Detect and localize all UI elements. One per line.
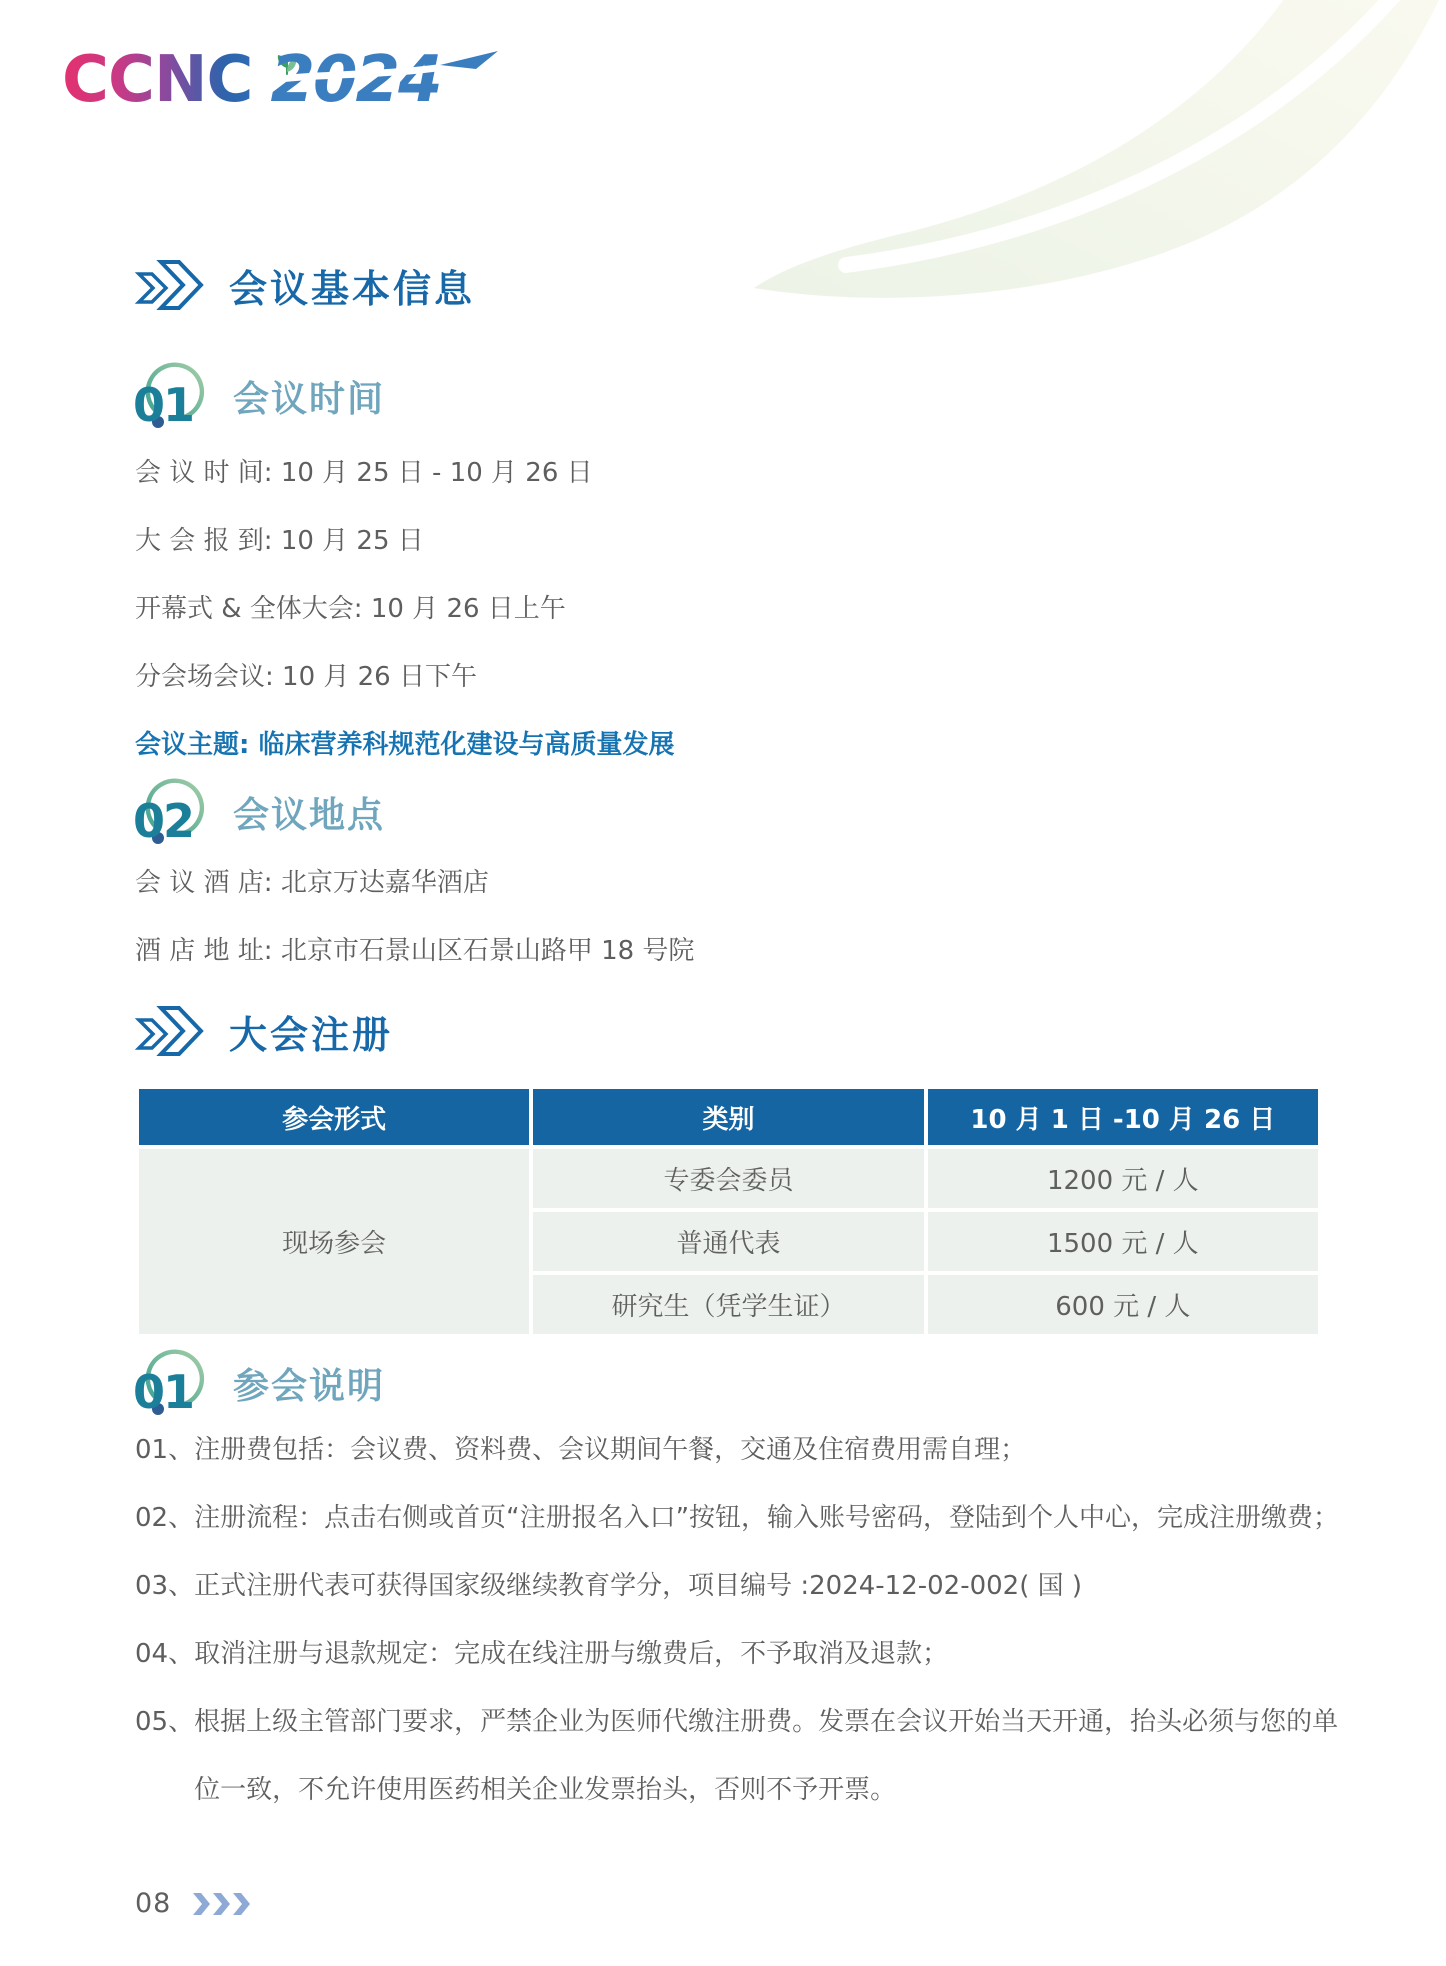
section-registration-header [131, 1002, 393, 1060]
attend-mode-cell: 现场参会 [137, 1147, 531, 1336]
double-chevron-icon [131, 258, 207, 312]
note-number: 02、 [135, 1503, 195, 1533]
note-text: 取消注册与退款规定：完成在线注册与缴费后，不予取消及退款； [194, 1639, 949, 1669]
number-badge-02 [133, 774, 211, 852]
subsection-title-venue: 会议地点 [233, 795, 386, 836]
address-line: 酒 店 地 址: 北京市石景山区石景山路甲 18 号院 [135, 935, 695, 966]
note-text: 正式注册代表可获得国家级继续教育学分，项目编号 :2024-12-02-002( 国 ) [194, 1571, 1083, 1601]
venue-details [135, 846, 1345, 982]
category-cell: 研究生（凭学生证） [531, 1273, 925, 1336]
time-details [135, 436, 1345, 776]
price-cell: 1500 元 / 人 [926, 1210, 1320, 1273]
section-title-registration: 大会注册 [229, 1012, 394, 1057]
subsection-venue-header [133, 774, 385, 852]
page-number: 08 [135, 1888, 172, 1919]
category-cell: 普通代表 [531, 1210, 925, 1273]
logo-brand-text: CCNC [62, 43, 253, 117]
section-title-basic-info: 会议基本信息 [229, 266, 476, 311]
triple-chevron-icon [191, 1892, 257, 1916]
list-item [135, 1552, 1350, 1620]
col-header-attend-mode: 参会形式 [137, 1087, 531, 1147]
list-item [135, 1416, 1350, 1484]
breakout-line: 分会场会议: 10 月 26 日下午 [135, 661, 477, 692]
notes-list [135, 1416, 1350, 1824]
table-row [137, 1147, 1320, 1210]
checkin-line: 大 会 报 到: 10 月 25 日 [135, 525, 424, 556]
subsection-number: 02 [133, 794, 194, 848]
logo-year-text: 2024 [270, 43, 441, 117]
double-chevron-icon [131, 1004, 207, 1058]
col-header-category: 类别 [531, 1087, 925, 1147]
meeting-time-line: 会 议 时 间: 10 月 25 日 - 10 月 26 日 [135, 457, 593, 488]
opening-line: 开幕式 & 全体大会: 10 月 26 日上午 [135, 593, 566, 624]
subsection-time-header [133, 358, 385, 436]
subsection-number: 01 [133, 1365, 194, 1419]
note-number: 03、 [135, 1571, 195, 1601]
registration-fee-table [137, 1087, 1320, 1336]
note-number: 01、 [135, 1435, 195, 1465]
note-number: 05、 [135, 1707, 195, 1737]
category-cell: 专委会委员 [531, 1147, 925, 1210]
subsection-title-notes: 参会说明 [233, 1366, 386, 1407]
note-text: 注册流程：点击右侧或首页“注册报名入口”按钮，输入账号密码，登陆到个人中心，完成注册缴费； [194, 1503, 1340, 1533]
logo [62, 40, 441, 120]
note-text: 根据上级主管部门要求，严禁企业为医师代缴注册费。发票在会议开始当天开通，抬头必须与您的单位一致，不允许使用医药相关企业发票抬头，否则不予开票。 [194, 1707, 1339, 1805]
subsection-number: 01 [133, 378, 194, 432]
list-item [135, 1620, 1350, 1688]
price-cell: 600 元 / 人 [926, 1273, 1320, 1336]
table-header-row [137, 1087, 1320, 1147]
number-badge-01 [133, 1345, 211, 1423]
col-header-date-range: 10 月 1 日 -10 月 26 日 [926, 1087, 1320, 1147]
subsection-title-time: 会议时间 [233, 379, 386, 420]
theme-line: 会议主题: 临床营养科规范化建设与高质量发展 [135, 729, 675, 760]
list-item [135, 1484, 1350, 1552]
subsection-notes-header [133, 1345, 385, 1423]
section-basic-info-header [131, 256, 475, 314]
note-text: 注册费包括：会议费、资料费、会议期间午餐，交通及住宿费用需自理； [194, 1435, 1027, 1465]
price-cell: 1200 元 / 人 [926, 1147, 1320, 1210]
page-footer [135, 1888, 257, 1919]
list-item [135, 1688, 1350, 1824]
hotel-line: 会 议 酒 店: 北京万达嘉华酒店 [135, 867, 489, 898]
leaf-decoration [726, 0, 1446, 310]
number-badge-01 [133, 358, 211, 436]
note-number: 04、 [135, 1639, 195, 1669]
